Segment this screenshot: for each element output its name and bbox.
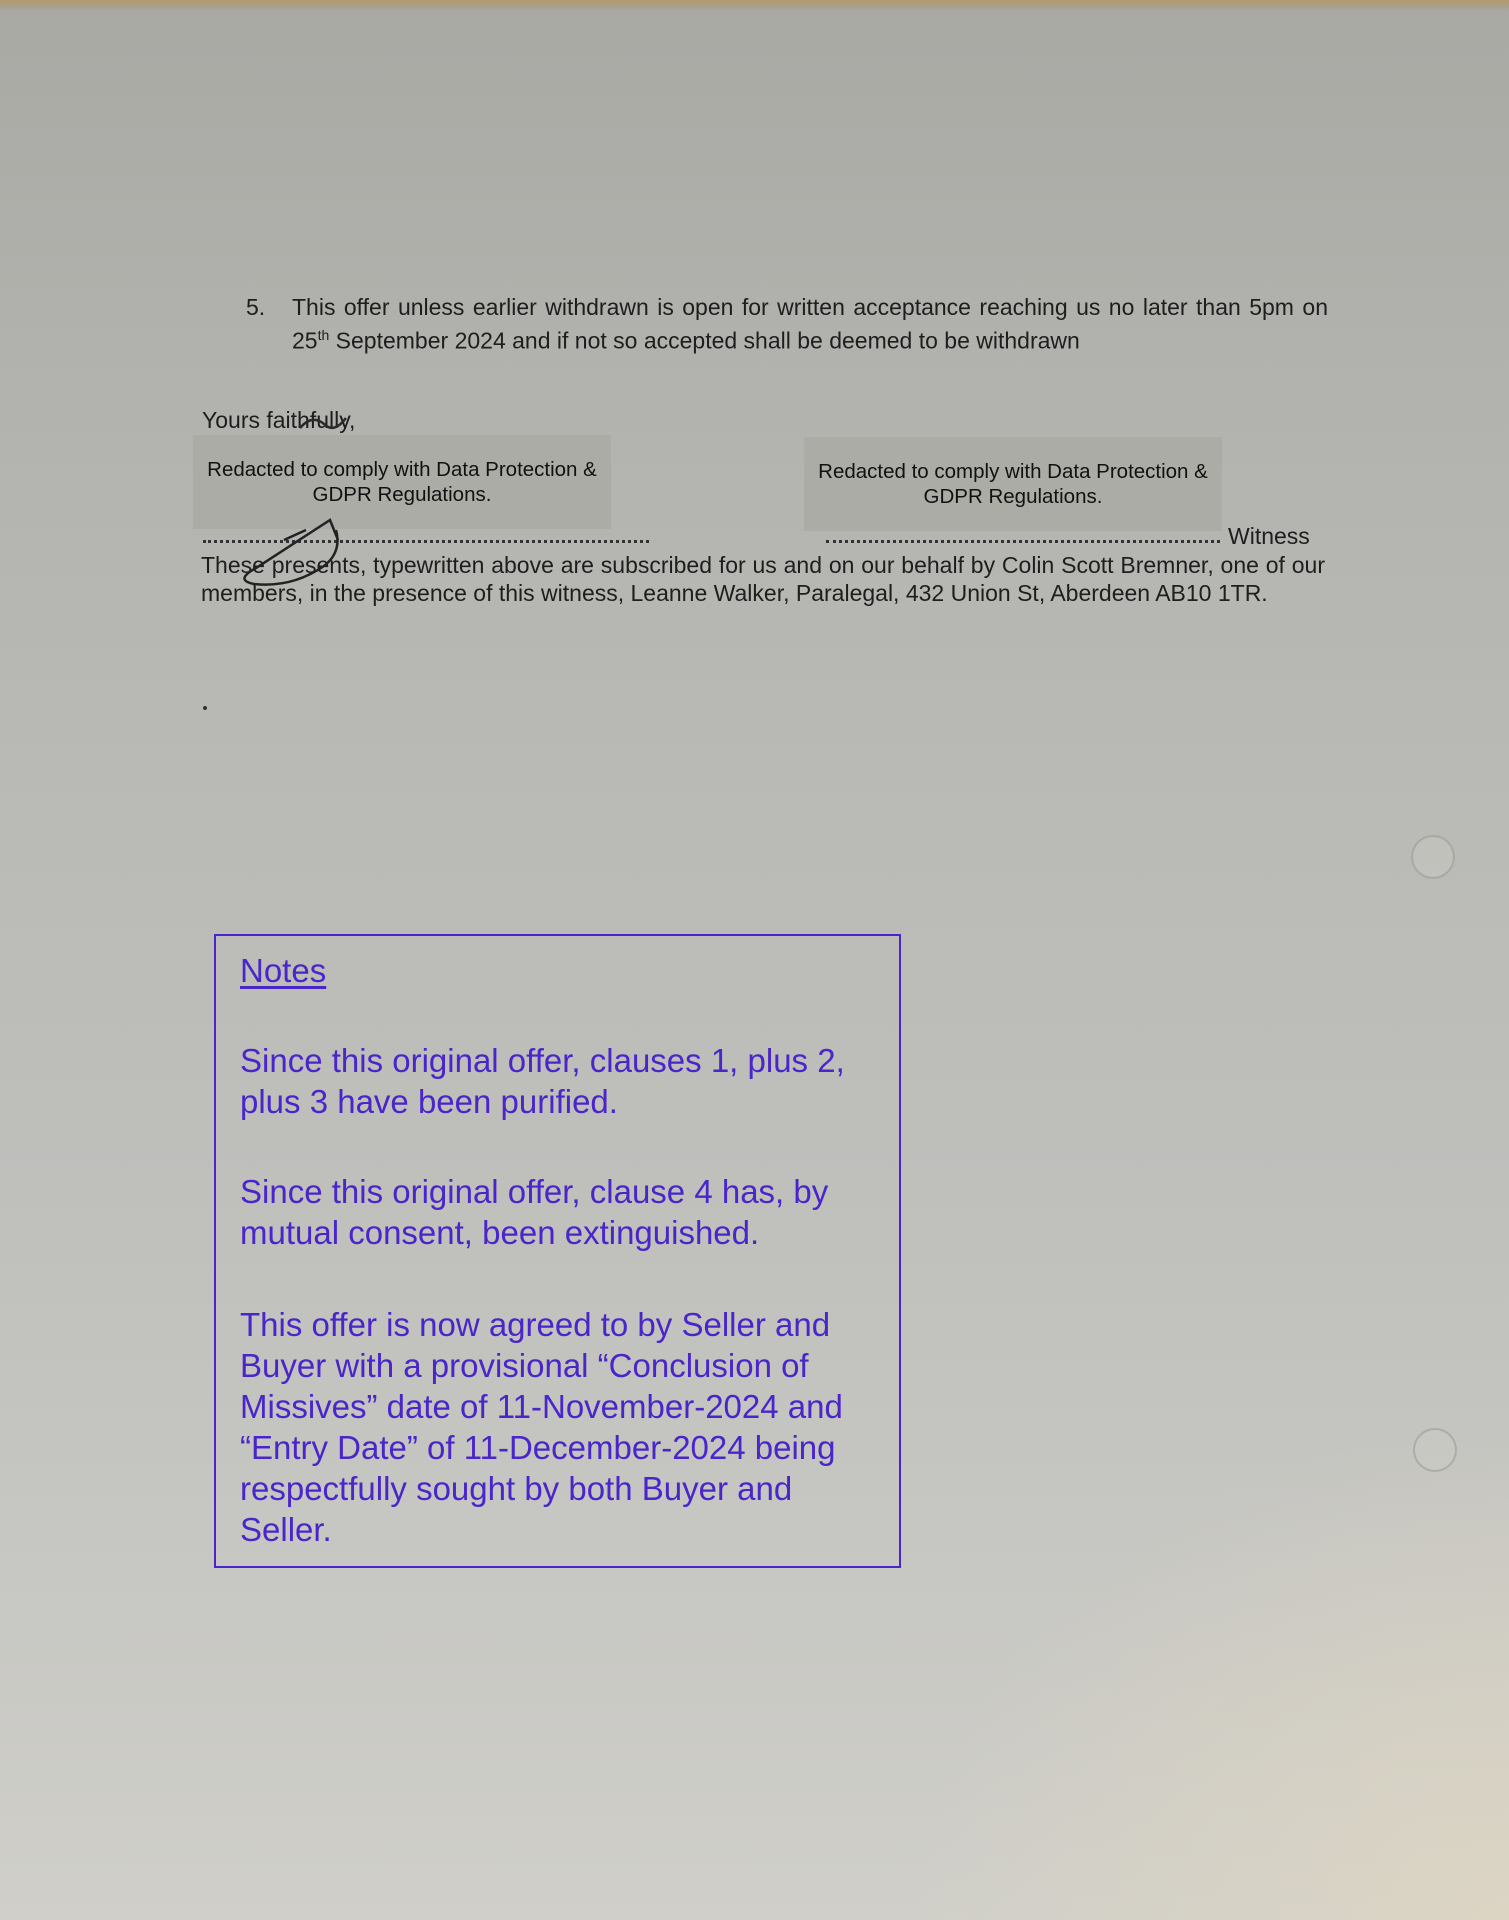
redaction-box-witness [804, 437, 1222, 531]
note-paragraph: This offer is now agreed to by Seller and Buyer with a provisional “Conclusion of Missives” date of 11-November-2024 and “Entry Date” of 11-December-2024 being respectfully sought by both Buyer and Seller. [240, 1306, 843, 1548]
redaction-notice: Redacted to comply with Data Protection & GDPR Regulations. [818, 460, 1208, 508]
note-paragraph: Since this original offer, clauses 1, plus 2, plus 3 have been purified. [240, 1042, 845, 1120]
clause-text [292, 293, 1328, 355]
paper-shading [909, 1420, 1509, 1920]
desk-edge [0, 0, 1509, 12]
redaction-box-signatory [193, 435, 611, 529]
punch-hole [1413, 1428, 1457, 1472]
attestation-clause: These presents, typewritten above are subscribed for us and on our behalf by Colin Scott Bremner, one of our members, in the presence of this witness, Leanne Walker, Paralegal, 432 Union St, Aberdeen AB10 1TR. [201, 552, 1325, 606]
clause-number: 5. [246, 294, 266, 320]
note-paragraph: Since this original offer, clause 4 has, by mutual consent, been extinguished. [240, 1173, 829, 1251]
clause-text-part-1: This offer unless earlier withdrawn is open for written acceptance reaching us no later than 5pm on 25 [292, 294, 1328, 354]
notes-box [214, 934, 901, 1568]
stray-mark [203, 706, 207, 710]
closing-salutation: Yours faithfully, [202, 407, 356, 433]
notes-title: Notes [240, 952, 327, 989]
signature-line-witness [826, 540, 1220, 543]
witness-label: Witness [1228, 523, 1310, 549]
punch-hole [1411, 835, 1455, 879]
redaction-notice: Redacted to comply with Data Protection & GDPR Regulations. [207, 458, 597, 506]
signature-line-signatory [203, 540, 649, 543]
clause-text-part-2: September 2024 and if not so accepted shall be deemed to be withdrawn [329, 327, 1080, 354]
ordinal-suffix: th [317, 327, 330, 343]
